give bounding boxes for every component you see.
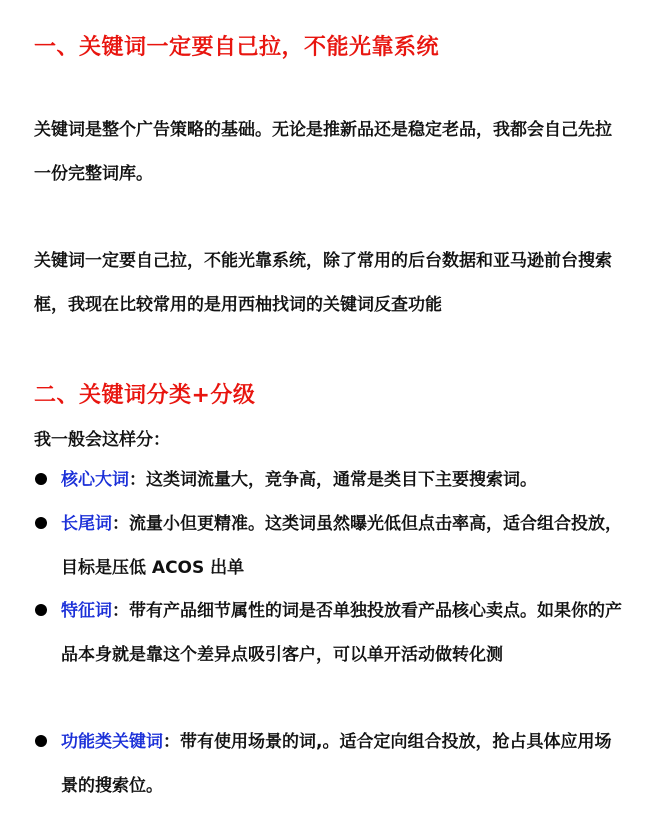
list-item-term: 功能类关键词 — [61, 732, 163, 752]
list-item-term: 长尾词 — [61, 514, 112, 534]
list-item-desc: ：这类词流量大，竞争高，通常是类目下主要搜索词。 — [129, 470, 537, 490]
list-item-desc: ：带有使用场景的词,。适合定向组合投放，抢占具体应用场景的搜索位。 — [61, 732, 612, 796]
bullet-dot — [35, 473, 47, 485]
section-2-heading: 二、关键词分类+分级 — [34, 383, 256, 408]
bullet-dot — [35, 735, 47, 747]
list-item-feature-keywords — [34, 589, 624, 677]
bullet-dot — [35, 604, 47, 616]
bullet-dot — [35, 517, 47, 529]
list-item-term: 特征词 — [61, 601, 112, 621]
list-item-desc: ：流量小但更精准。这类词虽然曝光低但点击率高，适合组合投放，目标是压低 ACOS 出单 — [61, 514, 622, 578]
list-item-long-tail-keywords — [34, 502, 624, 590]
section-1-paragraph-2: 关键词一定要自己拉，不能光靠系统，除了常用的后台数据和亚马逊前台搜索框，我现在比较常用的是用西柚找词的关键词反查功能 — [34, 251, 612, 315]
section-2-intro: 我一般会这样分： — [34, 430, 170, 450]
section-1-paragraph-1: 关键词是整个广告策略的基础。无论是推新品还是稳定老品，我都会自己先拉一份完整词库。 — [34, 120, 612, 184]
list-item-core-keywords — [34, 458, 624, 502]
list-item-function-keywords — [34, 720, 624, 808]
list-item-term: 核心大词 — [61, 470, 129, 490]
list-item-desc: ：带有产品细节属性的词是否单独投放看产品核心卖点。如果你的产品本身就是靠这个差异点吸引客户，可以单开活动做转化测 — [61, 601, 622, 665]
section-1-heading: 一、关键词一定要自己拉，不能光靠系统 — [34, 35, 440, 60]
